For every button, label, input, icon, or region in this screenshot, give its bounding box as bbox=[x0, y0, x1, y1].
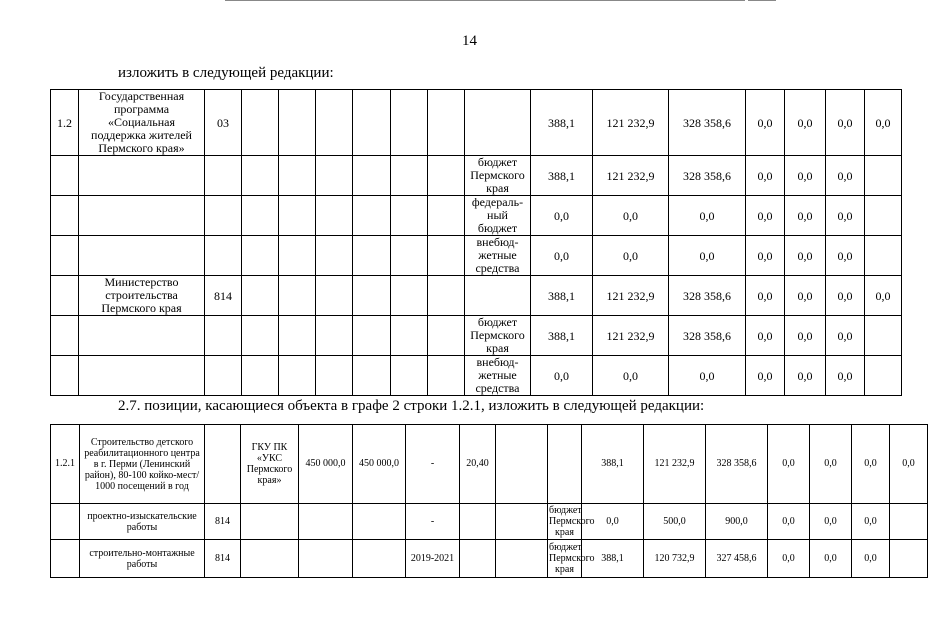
cost-cell: 450 000,0 bbox=[299, 425, 353, 504]
value-cell: 388,1 bbox=[582, 540, 644, 578]
cost-cell bbox=[353, 504, 406, 540]
empty-cell bbox=[279, 236, 316, 276]
value-cell: 0,0 bbox=[852, 540, 890, 578]
funding-source-cell: внебюд-жетные средства bbox=[465, 356, 531, 396]
row-number-cell bbox=[51, 504, 80, 540]
row-code-cell bbox=[205, 156, 242, 196]
period-cell: - bbox=[406, 504, 460, 540]
value-cell: 0,0 bbox=[826, 196, 865, 236]
value-cell: 0,0 bbox=[746, 276, 785, 316]
empty-cell bbox=[316, 236, 353, 276]
value-cell: 0,0 bbox=[593, 356, 669, 396]
empty-cell bbox=[391, 90, 428, 156]
row-code-cell bbox=[205, 425, 241, 504]
value-cell: 0,0 bbox=[768, 504, 810, 540]
table-row bbox=[51, 356, 902, 396]
empty-cell bbox=[496, 425, 548, 504]
value-cell: 388,1 bbox=[582, 425, 644, 504]
value-cell: 0,0 bbox=[890, 425, 928, 504]
table-row bbox=[51, 316, 902, 356]
value-cell: 0,0 bbox=[810, 504, 852, 540]
empty-cell bbox=[353, 276, 391, 316]
program-table bbox=[50, 89, 902, 396]
row-name-cell: проектно-изыскательские работы bbox=[80, 504, 205, 540]
table-row bbox=[51, 540, 928, 578]
table-row bbox=[51, 90, 902, 156]
row-name-cell bbox=[79, 196, 205, 236]
row-name-cell bbox=[79, 316, 205, 356]
row-code-cell bbox=[205, 316, 242, 356]
value-cell: 0,0 bbox=[746, 196, 785, 236]
row-name-cell: строительно-монтажные работы bbox=[80, 540, 205, 578]
value-cell: 0,0 bbox=[746, 356, 785, 396]
value-cell: 0,0 bbox=[531, 196, 593, 236]
value-cell: 0,0 bbox=[746, 90, 785, 156]
table-row bbox=[51, 504, 928, 540]
value-cell: 388,1 bbox=[531, 316, 593, 356]
value-cell: 327 458,6 bbox=[706, 540, 768, 578]
empty-cell bbox=[316, 276, 353, 316]
table-row bbox=[51, 276, 902, 316]
funding-source-cell: бюджет Пермского края bbox=[465, 156, 531, 196]
empty-cell bbox=[353, 356, 391, 396]
empty-cell bbox=[391, 156, 428, 196]
empty-cell bbox=[353, 196, 391, 236]
value-cell bbox=[865, 236, 902, 276]
value-cell: 0,0 bbox=[865, 90, 902, 156]
empty-cell bbox=[316, 196, 353, 236]
empty-cell bbox=[279, 316, 316, 356]
value-cell: 0,0 bbox=[768, 540, 810, 578]
row-name-cell: Министерство строительства Пермского края bbox=[79, 276, 205, 316]
empty-cell bbox=[242, 316, 279, 356]
value-cell: 0,0 bbox=[785, 90, 826, 156]
empty-cell bbox=[496, 540, 548, 578]
empty-cell bbox=[242, 196, 279, 236]
row-number-cell bbox=[51, 356, 79, 396]
value-cell: 900,0 bbox=[706, 504, 768, 540]
value-cell: 0,0 bbox=[810, 540, 852, 578]
empty-cell bbox=[279, 156, 316, 196]
cost-cell bbox=[299, 504, 353, 540]
cost-cell: 450 000,0 bbox=[353, 425, 406, 504]
value-cell bbox=[890, 504, 928, 540]
value-cell: 0,0 bbox=[826, 356, 865, 396]
table-row bbox=[51, 196, 902, 236]
page-number: 14 bbox=[462, 33, 477, 49]
row-number-cell bbox=[51, 236, 79, 276]
row-code-cell: 814 bbox=[205, 540, 241, 578]
value-cell: 0,0 bbox=[785, 276, 826, 316]
section-text: 2.7. позиции, касающиеся объекта в графе 2 строки 1.2.1, изложить в следующей редакции: bbox=[118, 398, 705, 414]
value-cell: 0,0 bbox=[865, 276, 902, 316]
funding-source-cell bbox=[465, 276, 531, 316]
intro-text: изложить в следующей редакции: bbox=[118, 65, 334, 81]
funding-source-cell: бюджет Пермского края bbox=[549, 505, 595, 538]
row-code-cell bbox=[205, 236, 242, 276]
row-number-cell bbox=[51, 540, 80, 578]
empty-cell bbox=[353, 316, 391, 356]
top-mark bbox=[748, 0, 776, 1]
value-cell: 0,0 bbox=[785, 316, 826, 356]
value-cell: 0,0 bbox=[826, 90, 865, 156]
row-code-cell bbox=[205, 196, 242, 236]
row-name-cell bbox=[79, 156, 205, 196]
value-cell: 0,0 bbox=[746, 156, 785, 196]
value-cell: 0,0 bbox=[785, 356, 826, 396]
value-cell: 0,0 bbox=[826, 316, 865, 356]
empty-cell bbox=[391, 356, 428, 396]
value-cell bbox=[865, 196, 902, 236]
value-cell: 121 232,9 bbox=[593, 276, 669, 316]
row-code-cell: 814 bbox=[205, 276, 242, 316]
empty-cell bbox=[428, 276, 465, 316]
empty-cell bbox=[242, 90, 279, 156]
empty-cell bbox=[428, 90, 465, 156]
value-cell bbox=[865, 356, 902, 396]
empty-cell bbox=[316, 316, 353, 356]
row-number-cell bbox=[51, 316, 79, 356]
empty-cell bbox=[391, 196, 428, 236]
value-cell bbox=[865, 156, 902, 196]
value-cell: 328 358,6 bbox=[669, 316, 746, 356]
row-name-cell bbox=[79, 236, 205, 276]
empty-cell bbox=[428, 236, 465, 276]
empty-cell bbox=[391, 236, 428, 276]
empty-cell bbox=[428, 356, 465, 396]
empty-cell bbox=[353, 236, 391, 276]
funding-source-cell bbox=[465, 90, 531, 156]
value-cell: 328 358,6 bbox=[669, 90, 746, 156]
empty-cell bbox=[428, 196, 465, 236]
value-cell: 328 358,6 bbox=[669, 156, 746, 196]
empty-cell bbox=[279, 90, 316, 156]
funding-source-cell: бюджет Пермского края bbox=[548, 540, 582, 578]
empty-cell bbox=[316, 90, 353, 156]
table-row bbox=[51, 236, 902, 276]
empty-cell bbox=[279, 196, 316, 236]
value-cell: 121 232,9 bbox=[593, 90, 669, 156]
value-cell bbox=[865, 316, 902, 356]
funding-source-cell bbox=[548, 425, 582, 504]
value-cell: 0,0 bbox=[768, 425, 810, 504]
empty-cell bbox=[279, 356, 316, 396]
row-number-cell bbox=[51, 196, 79, 236]
cost-cell bbox=[353, 540, 406, 578]
empty-cell bbox=[242, 156, 279, 196]
value-cell: 120 732,9 bbox=[644, 540, 706, 578]
empty-cell bbox=[391, 276, 428, 316]
top-rule bbox=[225, 0, 745, 1]
value-cell: 0,0 bbox=[852, 425, 890, 504]
value-cell: 0,0 bbox=[593, 196, 669, 236]
table-row bbox=[51, 425, 928, 504]
period-cell: 2019-2021 bbox=[406, 540, 460, 578]
funding-source-cell: федераль-ный бюджет bbox=[465, 196, 531, 236]
funding-source-cell: бюджет Пермского края bbox=[465, 316, 531, 356]
value-cell: 0,0 bbox=[826, 156, 865, 196]
value-cell: 0,0 bbox=[531, 356, 593, 396]
capacity-cell: 20,40 bbox=[460, 425, 496, 504]
empty-cell bbox=[242, 236, 279, 276]
organization-cell bbox=[241, 504, 299, 540]
empty-cell bbox=[316, 156, 353, 196]
empty-cell bbox=[316, 356, 353, 396]
value-cell: 0,0 bbox=[669, 236, 746, 276]
organization-cell bbox=[241, 540, 299, 578]
value-cell: 0,0 bbox=[810, 425, 852, 504]
capacity-cell bbox=[460, 504, 496, 540]
value-cell: 0,0 bbox=[669, 196, 746, 236]
value-cell: 0,0 bbox=[826, 276, 865, 316]
empty-cell bbox=[391, 316, 428, 356]
row-number-cell bbox=[51, 156, 79, 196]
row-name-cell bbox=[79, 356, 205, 396]
value-cell: 0,0 bbox=[746, 236, 785, 276]
empty-cell bbox=[242, 276, 279, 316]
organization-cell: ГКУ ПК «УКС Пермского края» bbox=[241, 425, 299, 504]
period-cell: - bbox=[406, 425, 460, 504]
empty-cell bbox=[279, 276, 316, 316]
value-cell: 0,0 bbox=[785, 236, 826, 276]
row-code-cell: 03 bbox=[205, 90, 242, 156]
value-cell bbox=[890, 540, 928, 578]
object-table bbox=[50, 424, 928, 578]
value-cell: 0,0 bbox=[669, 356, 746, 396]
row-name-cell: Строительство детского реабилитационного центра в г. Перми (Ленинский район), 80-100 койко-мест/ 1000 посещений в год bbox=[80, 425, 205, 504]
value-cell: 0,0 bbox=[582, 504, 644, 540]
empty-cell bbox=[353, 156, 391, 196]
cost-cell bbox=[299, 540, 353, 578]
value-cell: 500,0 bbox=[644, 504, 706, 540]
value-cell: 328 358,6 bbox=[706, 425, 768, 504]
value-cell: 388,1 bbox=[531, 276, 593, 316]
row-number-cell bbox=[51, 276, 79, 316]
value-cell: 0,0 bbox=[785, 156, 826, 196]
value-cell: 121 232,9 bbox=[644, 425, 706, 504]
value-cell: 0,0 bbox=[785, 196, 826, 236]
value-cell: 0,0 bbox=[531, 236, 593, 276]
row-code-cell: 814 bbox=[205, 504, 241, 540]
empty-cell bbox=[428, 156, 465, 196]
empty-cell bbox=[428, 316, 465, 356]
row-number-cell: 1.2.1 bbox=[51, 425, 80, 504]
capacity-cell bbox=[460, 540, 496, 578]
value-cell: 0,0 bbox=[852, 504, 890, 540]
value-cell: 0,0 bbox=[746, 316, 785, 356]
row-name-cell: Государственная программа «Социальная поддержка жителей Пермского края» bbox=[79, 90, 205, 156]
empty-cell bbox=[242, 356, 279, 396]
row-code-cell bbox=[205, 356, 242, 396]
value-cell: 0,0 bbox=[826, 236, 865, 276]
value-cell: 388,1 bbox=[531, 90, 593, 156]
row-number-cell: 1.2 bbox=[51, 90, 79, 156]
value-cell: 388,1 bbox=[531, 156, 593, 196]
funding-source-cell: внебюд-жетные средства bbox=[465, 236, 531, 276]
value-cell: 328 358,6 bbox=[669, 276, 746, 316]
value-cell: 0,0 bbox=[593, 236, 669, 276]
empty-cell bbox=[353, 90, 391, 156]
empty-cell bbox=[496, 504, 548, 540]
value-cell: 121 232,9 bbox=[593, 316, 669, 356]
table-row bbox=[51, 156, 902, 196]
value-cell: 121 232,9 bbox=[593, 156, 669, 196]
